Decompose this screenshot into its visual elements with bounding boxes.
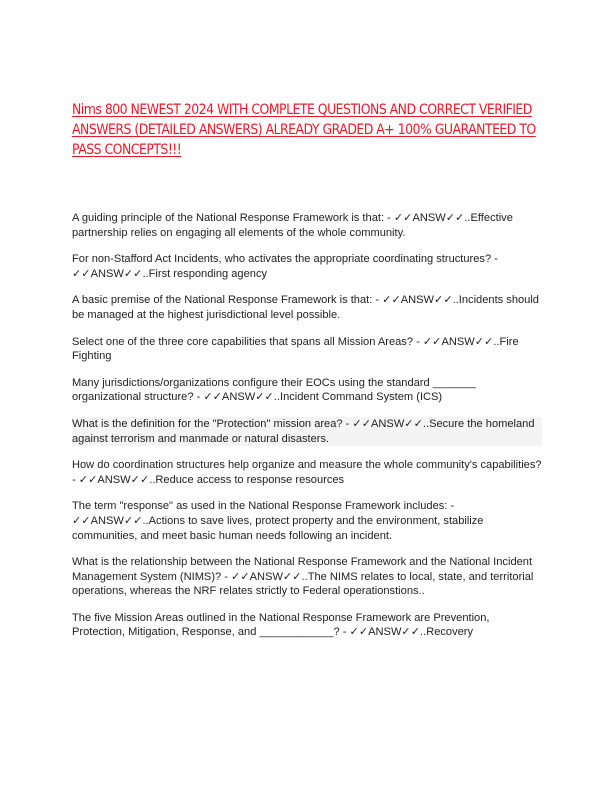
- qa-item-4: [72, 335, 542, 364]
- question-text: Select one of the three core capabilities that spans all Mission Areas?: [72, 335, 414, 348]
- answer-marker: - ✓✓ANSW✓✓..: [384, 212, 471, 224]
- question-text: What is the relationship between the National Response Framework and the National Incident Management System (NIMS)?: [72, 556, 533, 583]
- answer-text: Incidents should be managed at the highest jurisdictional level possible.: [72, 294, 539, 321]
- answer-marker: - ✓✓ANSW✓✓..: [221, 570, 308, 583]
- question-text: The five Mission Areas outlined in the National Response Framework are Prevention, Protection, Mitigation, Response, and ____________?: [72, 611, 490, 639]
- question-text: How do coordination structures help organize and measure the whole community's capabilities?: [72, 459, 542, 472]
- qa-item-1: [72, 211, 542, 240]
- qa-item-5: [72, 376, 542, 405]
- answer-text: Secure the homeland against terrorism and manmade or natural disasters.: [72, 417, 535, 445]
- answer-marker: - ✓✓ANSW✓✓..: [372, 294, 459, 307]
- answer-text: Incident Command System (ICS): [279, 391, 443, 404]
- answer-text: The NIMS relates to local, state, and territorial operations, whereas the NRF relates strictly to Federal operationstions..: [72, 570, 534, 598]
- document-title: Nims 800 NEWEST 2024 WITH COMPLETE QUESTIONS AND CORRECT VERIFIED ANSWERS (DETAILED ANSWERS) ALREADY GRADED A+ 100% GUARANTEED TO PASS CONCEPTS!!!: [72, 102, 536, 158]
- answer-marker: - ✓✓ANSW✓✓..: [72, 253, 498, 280]
- question-text: What is the definition for the "Protection" mission area?: [72, 417, 343, 430]
- answer-text: First responding agency: [148, 267, 268, 280]
- answer-text: Recovery: [426, 626, 474, 639]
- question-text: For non-Stafford Act Incidents, who activates the appropriate coordinating structures?: [72, 253, 492, 266]
- answer-text: Effective partnership relies on engaging all elements of the whole community.: [72, 212, 513, 239]
- answer-marker: - ✓✓ANSW✓✓..: [193, 391, 280, 404]
- answer-marker: - ✓✓ANSW✓✓..: [339, 626, 427, 639]
- answer-marker: - ✓✓ANSW✓✓..: [72, 473, 156, 486]
- qa-item-7: [72, 458, 542, 487]
- question-text: A guiding principle of the National Response Framework is that:: [72, 212, 385, 224]
- question-text: The term "response" as used in the National Response Framework includes:: [72, 500, 448, 513]
- qa-item-8: [72, 499, 542, 543]
- qa-item-6: [72, 417, 542, 446]
- qa-list: [72, 211, 542, 652]
- answer-marker: - ✓✓ANSW✓✓..: [72, 500, 455, 527]
- question-text: Many jurisdictions/organizations configure their EOCs using the standard _______ organizational structure?: [72, 376, 476, 404]
- qa-item-10: [72, 611, 542, 640]
- answer-text: Actions to save lives, protect property and the environment, stabilize communities, and meet basic human needs following an incident.: [72, 514, 484, 542]
- qa-item-9: [72, 555, 542, 599]
- qa-item-3: [72, 293, 542, 322]
- answer-marker: - ✓✓ANSW✓✓..: [413, 335, 500, 348]
- question-text: A basic premise of the National Response Framework is that:: [72, 294, 373, 307]
- qa-item-2: [72, 252, 542, 281]
- answer-text: Fire Fighting: [72, 335, 519, 363]
- answer-text: Reduce access to response resources: [155, 473, 345, 486]
- answer-marker: - ✓✓ANSW✓✓..: [342, 417, 430, 430]
